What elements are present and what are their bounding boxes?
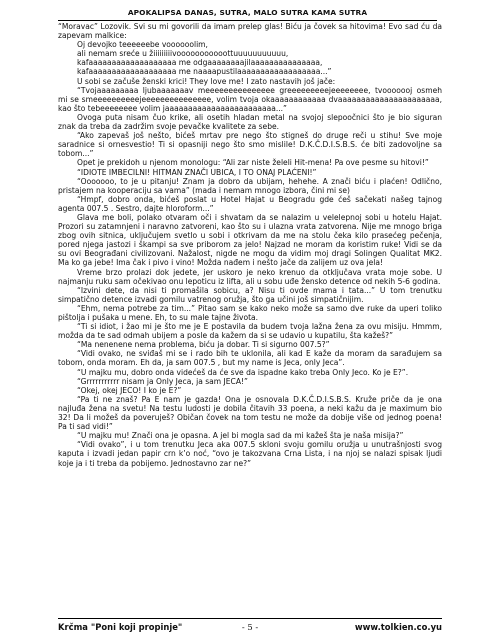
paragraph: U sobi se začuše ženski krici! They love me! I zato nastavih još jače:: [77, 76, 336, 86]
paragraph: Opet je prekidoh u njenom monologu: “Ali zar niste želeli Hit-mena! Pa ove pesme su hitovi!”: [77, 158, 429, 168]
paragraph: “Vidi ovako”, i u tom trenutku Jeca aka 007.5 skloni svoju gomilu oružja u unutrašnjosti svog kaputa i izvadi jedan papir crn k’o noć, “ovo je takozvana Crna Lista, i na njoj se nalazi spisak ljudi koje ja i ti treba da pobijemo. Jednostavno zar ne?”: [58, 440, 442, 468]
paragraph: “Okej, okej JECO! I ko je E?”: [77, 385, 182, 395]
paragraph: “Ako zapevaš još nešto, bićeš mrtav pre nego što stigneš do druge reči u stihu! Sve moje saradnice si ornesvestio! Ti si opasniji nego što smo mislile! D.K.Č.D.I.S.B.S. će biti zadovoljne sa tobom...”: [58, 131, 442, 159]
song-lyric-line: kafaaaaaaaaaaaaaaaaaaa me naaaapustilaaaaaaaaaaaaaaaaaa...”: [77, 67, 332, 77]
page-footer: [58, 618, 442, 632]
running-header: APOKALIPSA DANAS, SUTRA, MALO SUTRA KAMA SUTRA: [58, 8, 437, 21]
song-lyric-line: ali nemam sreće u žiiiiiiiiivooooooooooottuuuuuuuuuuu,: [77, 49, 289, 59]
paragraph: “Pa ti ne znaš? Pa E nam je gazda! Ona je osnovala D.K.Č.D.I.S.B.S. Kruže priče da je ona najluđa žena na svetu! Na testu ludosti je dobila čitavih 33 poena, a neki kažu da je maximum bio 32! Da li možeš da poveruješ? Običan čovek na tom testu ne može da dobije više od jednog poena! Pa ti sad vidi!”: [58, 394, 442, 432]
paragraph: “Hmpf, dobro onda, bićeš poslat u Hotel Hajat u Beogradu gde ćeš sačekati našeg tajnog agenta 007.5 . Sestro, dajte hloroform...”: [58, 194, 442, 213]
song-lyric-line: Oj devojko teeeeeebe voooooolim,: [77, 40, 208, 50]
paragraph: Glava me boli, polako otvaram oči i shvatam da se nalazim u velelepnoj sobi u hotelu Hajat. Prozori su zatamnjeni i naravno zatvoreni, kao što su i ulazna vrata zatvorena. Nije me mnogo briga zbog ovih sitnica, uključujem svetlo u sobi i otkrivam da me na stolu čeka kilo prasećeg pečenja, pored njega jastozi i škampi sa sve priborom za jelo! Najzad ne moram da koristim rukе! Vidi se da su ovi Beograđani civilizovani. Nažalost, nigde ne mogu da vidim moj dragi Solingen Qualitat MK2. Ma ko ga jebe! Ima čak i pivo i vino! Možda nađem i nešto jače da zalijem uz ova jela!: [58, 212, 442, 268]
paragraph: “U majku mu! Znači ona je opasna. A jel bi mogla sad da mi kažeš šta je naša misija?”: [77, 431, 404, 441]
song-lyric-line: kafaaaaaaaaaaaaaaaaaaa me odgaaaaaaaajilaaaaaaaaaaaaaaa,: [77, 58, 323, 68]
paragraph: “U majku mu, dobro onda videćeš da će sve da ispadne kako treba Only Jeco. Ko je E?”.: [77, 367, 409, 377]
paragraph: “Tvojaaaaaaaaa ljubaaaaaaav meeeeeeeeeeeeeee greeeeeeeeejeeeeeeee, tvooooooj osmeh mi se smeeeeeeeeeejeeeeeeeeeeeeeee, volim tvoja okaaaaaaaaaaaa dvaaaaaaaaaaaaaaaaaaaaaa, kao što tebeeeeeeee volim jaaaaaaaaaaaaaaaaaaaaaaaa...”: [58, 85, 442, 113]
paragraph: “Ooooooo, to je u pitanju! Znam ja dobro da ubijam, hehehe. A znači biću i plaćen! Odlično, pristajem na kooperaciju sa vama” (mada i nemam mnogo izbora, čini mi se): [58, 176, 442, 195]
paragraph: “Izvini dete, da nisi ti promašila sobicu, a? Nisu ti ovde mama i tata...” U tom trenutku simpatično detence izvadi gomilu vatrenog oružja, što ga učini još simpatičnijim.: [58, 285, 442, 304]
paragraph: “Ma nenenene nema problema, biću ja dobar. Ti si sigurno 007.5?”: [77, 340, 330, 350]
paragraph: Vreme brzo prolazi dok jedete, jer uskoro je neko krenuo da otključava vrata moje sobe. U najmanju ruku sam očekivao onu lepoticu iz lifta, ali u sobu uđe žensko detence od nekih 5-6 godina.: [58, 267, 442, 286]
paragraph: Ovoga puta nisam čuo krike, ali osetih hladan metal na svojoj slepoočnici što je bio siguran znak da treba da zadržim svoje pevačke kvalitete za sebe.: [58, 112, 442, 132]
paragraph: “Grrrrrrrrrrr nisam ja Only Jeca, ja sam JECA!”: [77, 376, 248, 386]
footer-publication: Krčma "Poni koji propinje": [58, 622, 183, 632]
footer-page-number: - 5 -: [241, 622, 259, 632]
paragraph: “Vidi ovako, ne sviđaš mi se i rado bih te uklonila, ali kad E kaže da moram da sarađujem sa tobom, onda moram. Eh da, ja sam 007.5 , but my name is Jeca, only Jeca”.: [58, 349, 442, 368]
body-text: [58, 22, 442, 468]
paragraph: “Moravac” Lozovik. Svi su mi govorili da imam prelep glas! Biću ja čovek sa hitovima! Evo sad ću da zapevam malkice:: [58, 22, 442, 41]
paragraph: “IDIOTE IMBECILNI! HITMAN ZNAČI UBICA, I TO ONAJ PLAĆENI!”: [77, 167, 317, 177]
footer-website: www.tolkien.co.yu: [354, 622, 442, 632]
paragraph: “Ti si idiot, i žao mi je što me je E postavila da budem tvoja lažna žena za ovu misiju. Hmmm, možda da te sad odmah ubijem a posle da kažem da si se udavio u kupatilu, šta kažeš?”: [58, 322, 442, 341]
paragraph: “Ehm, nema potrebe za tim...” Pitao sam se kako neko može sa samo dve ruke da uperi toliko pištolja i pušaka u mene. Eh, to su male tajne života.: [58, 303, 442, 322]
